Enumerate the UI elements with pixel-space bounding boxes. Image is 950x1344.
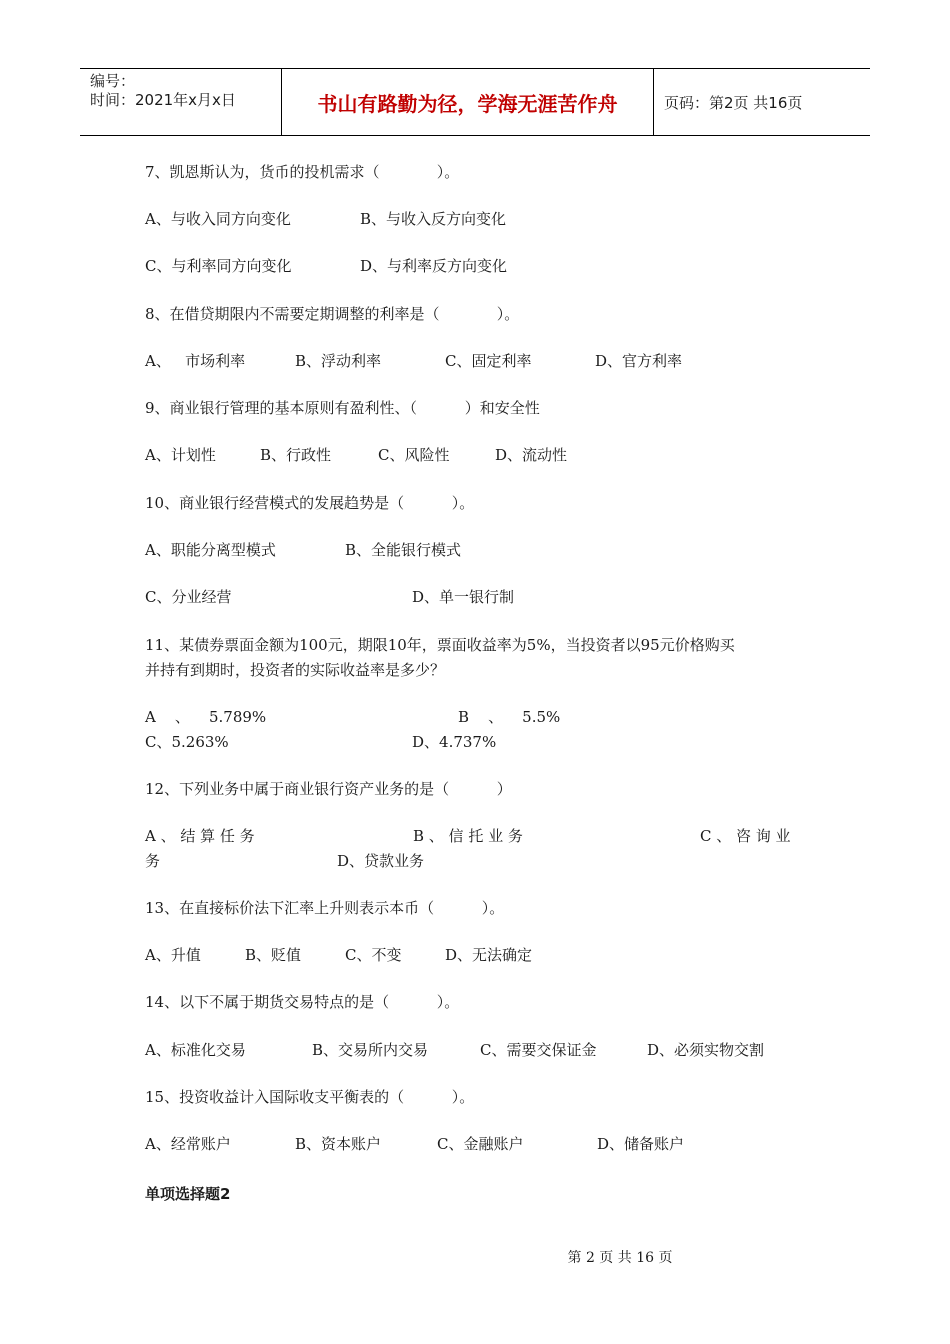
question-stem: 7、凯恩斯认为，货币的投机需求（ ）。	[145, 163, 460, 181]
option: B 、 5.5%	[458, 708, 561, 726]
option: B、全能银行模式	[345, 541, 462, 559]
option: D、单一银行制	[412, 588, 515, 606]
option: B、贬值	[245, 946, 302, 964]
option: A、职能分离型模式	[145, 541, 276, 559]
option: B、交易所内交易	[312, 1041, 429, 1059]
question-stem: 12、下列业务中属于商业银行资产业务的是（ ）	[145, 780, 512, 798]
option-continued: 务	[145, 852, 161, 870]
option: A、标准化交易	[145, 1041, 246, 1059]
header-motto: 书山有路勤为径，学海无涯苦作舟	[282, 69, 654, 135]
header-meta	[80, 69, 282, 135]
option: A、计划性	[145, 446, 216, 464]
option: D、储备账户	[597, 1135, 685, 1153]
option: D、贷款业务	[337, 852, 425, 870]
option: B 、 信 托 业 务	[413, 827, 523, 845]
option: A、 市场利率	[145, 352, 246, 370]
question-stem: 15、投资收益计入国际收支平衡表的（ ）。	[145, 1088, 475, 1106]
option: B、与收入反方向变化	[360, 210, 507, 228]
page-header	[80, 68, 870, 136]
option: A、经常账户	[145, 1135, 231, 1153]
option: B、浮动利率	[295, 352, 382, 370]
question-stem: 13、在直接标价法下汇率上升则表示本币（ ）。	[145, 899, 505, 917]
header-page-label: 页码：第2页 共16页	[664, 93, 803, 112]
option: B、行政性	[260, 446, 332, 464]
option: A 、 5.789%	[145, 708, 267, 726]
option: D、官方利率	[595, 352, 683, 370]
option: D、必须实物交割	[647, 1041, 765, 1059]
question-stem: 14、以下不属于期货交易特点的是（ ）。	[145, 993, 460, 1011]
section-title: 单项选择题2	[145, 1185, 231, 1203]
option: C、风险性	[378, 446, 450, 464]
option: D、无法确定	[445, 946, 533, 964]
option: C、分业经营	[145, 588, 232, 606]
option: C 、 咨 询 业	[700, 827, 791, 845]
option: A 、 结 算 任 务	[145, 827, 255, 845]
option: D、流动性	[495, 446, 568, 464]
option: A、与收入同方向变化	[145, 210, 291, 228]
question-stem: 10、商业银行经营模式的发展趋势是（ ）。	[145, 494, 475, 512]
question-stem: 8、在借贷期限内不需要定期调整的利率是（ ）。	[145, 305, 520, 323]
option: C、金融账户	[437, 1135, 524, 1153]
option: A、升值	[145, 946, 201, 964]
question-stem-continued: 并持有到期时，投资者的实际收益率是多少？	[145, 661, 446, 679]
option: C、5.263%	[145, 733, 229, 751]
option: D、与利率反方向变化	[360, 257, 508, 275]
option: D、4.737%	[412, 733, 497, 751]
page-footer: 第 2 页 共 16 页	[567, 1250, 673, 1266]
question-stem: 9、商业银行管理的基本原则有盈利性、（ ）和安全性	[145, 399, 540, 417]
option: C、与利率同方向变化	[145, 257, 292, 275]
option: C、需要交保证金	[480, 1041, 597, 1059]
option: B、资本账户	[295, 1135, 382, 1153]
option: C、固定利率	[445, 352, 532, 370]
header-number-label: 编号：	[90, 72, 136, 90]
header-date-label: 时间：2021年x月x日	[90, 91, 236, 109]
option: C、不变	[345, 946, 402, 964]
question-stem: 11、某债券票面金额为100元，期限10年，票面收益率为5%，当投资者以95元价格购买	[145, 636, 735, 654]
